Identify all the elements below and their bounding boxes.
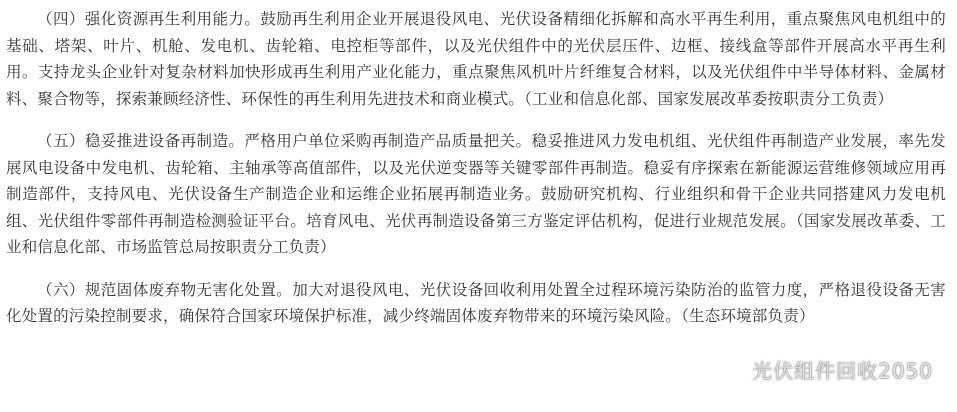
account-watermark [724, 355, 933, 384]
paragraph-6: （六）规范固体废弃物无害化处置。加大对退役风电、光伏设备回收利用处置全过程环境污染防治的监管力度，严格退役设备无害化处置的污染控制要求，确保符合国家环境保护标准，减少终端固体废弃物带来的环境污染风险。（生态环境部负责） [6, 280, 946, 325]
paragraph-4: （四）强化资源再生利用能力。鼓励再生利用企业开展退役风电、光伏设备精细化拆解和高水平再生利用，重点聚焦风电机组中的基础、塔架、叶片、机舱、发电机、齿轮箱、电控柜等部件，以及光伏组件中的光伏层压件、边框、接线盒等部件开展高水平再生利用。支持龙头企业针对复杂材料加快形成再生利用产业化能力，重点聚焦风机叶片纤维复合材料，以及光伏组件中半导体材料、金属材料、聚合物等，探索兼顾经济性、环保性的再生利用先进技术和商业模式。（工业和信息化部、国家发展改革委按职责分工负责） [6, 10, 946, 108]
article-body [6, 6, 946, 330]
wechat-icon [724, 359, 746, 381]
watermark-text: 光伏组件回收2050 [752, 359, 933, 383]
paragraph-5: （五）稳妥推进设备再制造。严格用户单位采购再制造产品质量把关。稳妥推进风力发电机组、光伏组件再制造产业发展，率先发展风电设备中发电机、齿轮箱、主轴承等高值部件，以及光伏逆变器等关键零部件再制造。稳妥有序探索在新能源运营维修领域应用再制造部件，支持风电、光伏设备生产制造企业和运维企业拓展再制造业务。鼓励研究机构、行业组织和骨干企业共同搭建风力发电机组、光伏组件零部件再制造检测验证平台。培育风电、光伏再制造设备第三方鉴定评估机构，促进行业规范发展。（国家发展改革委、工业和信息化部、市场监管总局按职责分工负责） [6, 132, 946, 256]
